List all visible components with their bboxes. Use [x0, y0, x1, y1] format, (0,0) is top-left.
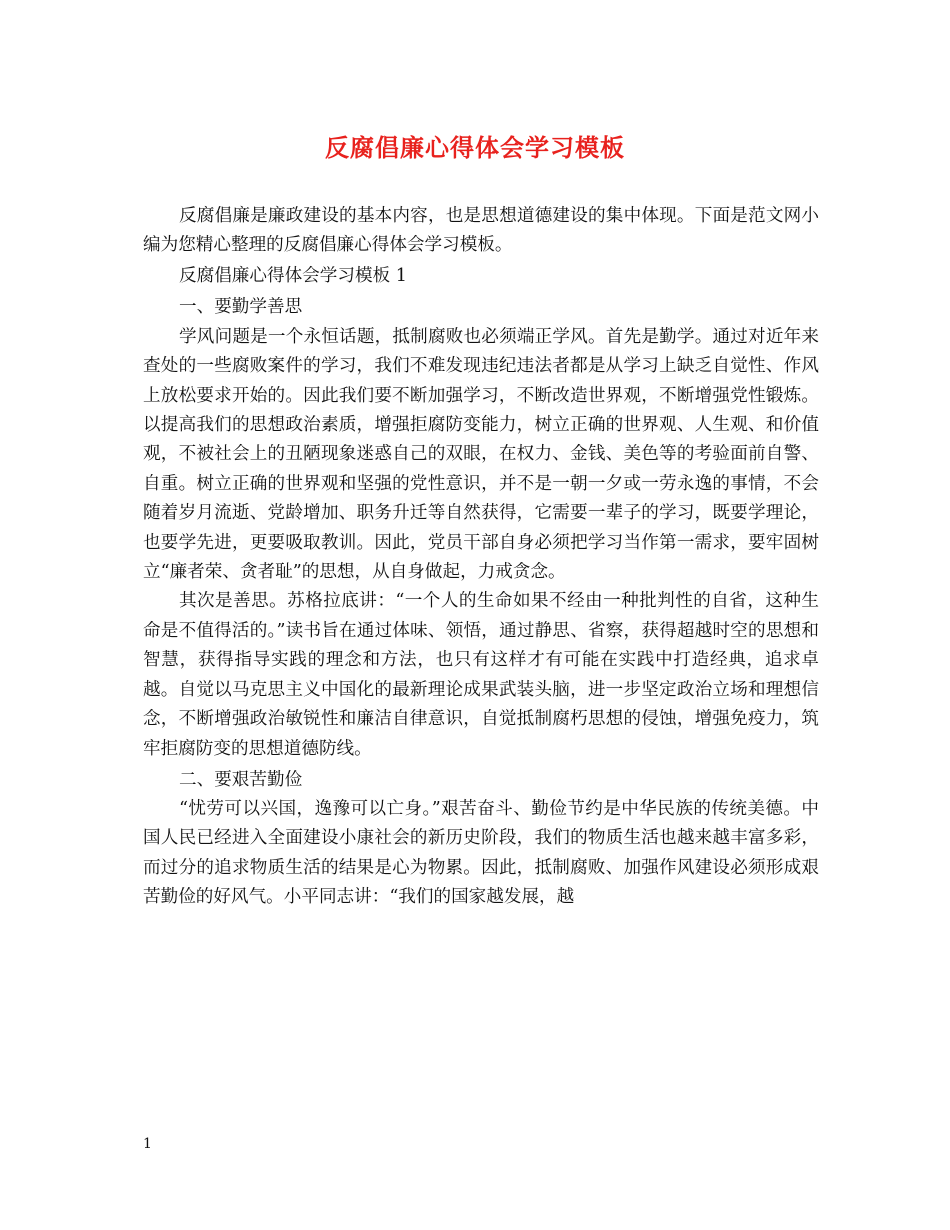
section-heading-2: 二、要艰苦勤俭	[179, 769, 303, 790]
section-subtitle: 反腐倡廉心得体会学习模板 1	[179, 266, 407, 287]
document-title: 反腐倡廉心得体会学习模板	[325, 133, 625, 162]
body-paragraph: 其次是善思。苏格拉底讲：“一个人的生命如果不经由一种批判性的自省，这种生命是不值得活的。”读书旨在通过体味、领悟，通过静思、省察，获得超越时空的思想和智慧，获得指导实践的理念和方法，也只有这样才有可能在实践中打造经典，追求卓越。自觉以马克思主义中国化的最新理论成果武装头脑，进一步坚定政治立场和理想信念，不断增强政治敏锐性和廉洁自律意识，自觉抵制腐朽思想的侵蚀，增强免疫力，筑牢拒腐防变的思想道德防线。	[143, 591, 819, 759]
section-heading-1: 一、要勤学善思	[179, 297, 303, 318]
page-number: 1	[143, 1136, 152, 1152]
body-paragraph: “忧劳可以兴国，逸豫可以亡身。”艰苦奋斗、勤俭节约是中华民族的传统美德。中国人民已经进入全面建设小康社会的新历史阶段，我们的物质生活也越来越丰富多彩，而过分的追求物质生活的结果是心为物累。因此，抵制腐败、加强作风建设必须形成艰苦勤俭的好风气。小平同志讲：“我们的国家越发展，越	[143, 798, 819, 908]
document-body	[143, 202, 819, 913]
intro-paragraph: 反腐倡廉是廉政建设的基本内容，也是思想道德建设的集中体现。下面是范文网小编为您精心整理的反腐倡廉心得体会学习模板。	[143, 206, 819, 256]
body-paragraph: 学风问题是一个永恒话题，抵制腐败也必须端正学风。首先是勤学。通过对近年来查处的一些腐败案件的学习，我们不难发现违纪违法者都是从学习上缺乏自觉性、作风上放松要求开始的。因此我们要不断加强学习，不断改造世界观，不断增强党性锻炼。以提高我们的思想政治素质，增强拒腐防变能力，树立正确的世界观、人生观、和价值观，不被社会上的丑陋现象迷惑自己的双眼，在权力、金钱、美色等的考验面前自警、自重。树立正确的世界观和坚强的党性意识，并不是一朝一夕或一劳永逸的事情，不会随着岁月流逝、党龄增加、职务升迁等自然获得，它需要一辈子的学习，既要学理论，也要学先进，更要吸取教训。因此，党员干部自身必须把学习当作第一需求，要牢固树立“廉者荣、贪者耻”的思想，从自身做起，力戒贪念。	[143, 326, 819, 583]
